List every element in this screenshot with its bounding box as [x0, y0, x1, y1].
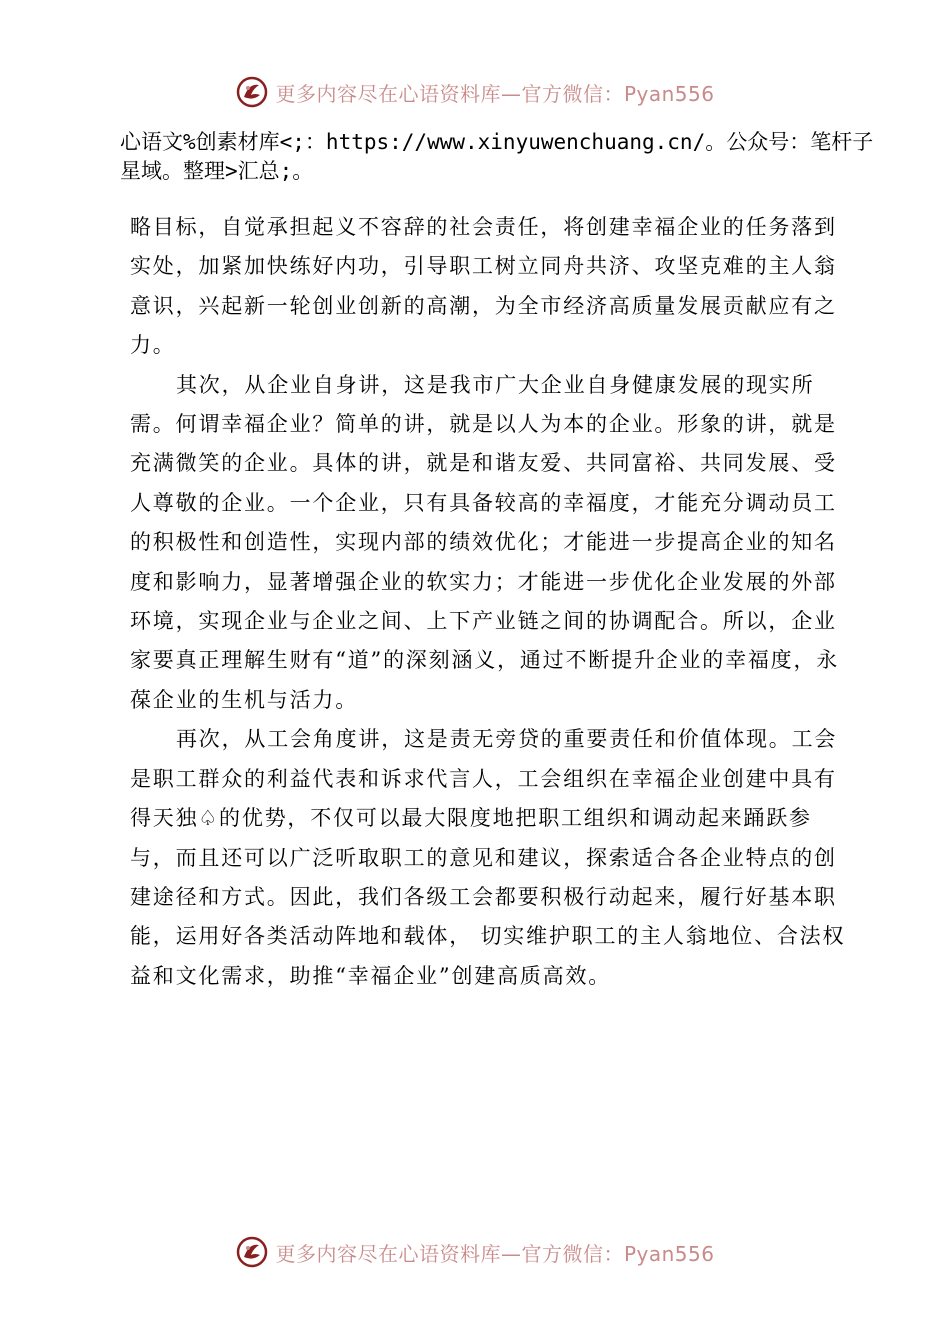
- paragraph-2: 其次，从企业自身讲，这是我市广大企业自身健康发展的现实所需。何谓幸福企业？简单的讲，就是以人为本的企业。形象的讲，就是充满微笑的企业。具体的讲，就是和谐友爱、共同富裕、共同发展、受人尊敬的企业。一个企业，只有具备较高的幸福度，才能充分调动员工的积极性和创造性，实现内部的绩效优化；才能进一步提高企业的知名度和影响力，显著增强企业的软实力；才能进一步优化企业发展的外部环境，实现企业与企业之间、上下产业链之间的协调配合。所以，企业家要真正理解生财有“道”的深刻涵义，通过不断提升企业的幸福度，永葆企业的生机与活力。: [130, 372, 840, 712]
- seal-logo-icon: [235, 75, 269, 109]
- seal-logo-icon: [235, 1235, 269, 1269]
- source-line: 心语文%创素材库<;：https://www.xinyuwenchuang.cn/。公众号：笔杆子星域。整理>汇总;。: [120, 130, 874, 183]
- header-banner: [0, 72, 950, 112]
- header-banner-text: 更多内容尽在心语资料库—官方微信：Pyan556: [275, 81, 715, 106]
- document-body: [130, 208, 850, 996]
- footer-banner: [0, 1232, 950, 1272]
- paragraph-3: 再次，从工会角度讲，这是责无旁贷的重要责任和价值体现。工会是职工群众的利益代表和诉求代言人，工会组织在幸福企业创建中具有得天独♤的优势，不仅可以最大限度地把职工组织和调动起来踊跃参与，而且还可以广泛听取职工的意见和建议，探索适合各企业特点的创建途径和方式。因此，我们各级工会都要积极行动起来，履行好基本职能，运用好各类活动阵地和载体， 切实维护职工的主人翁地位、合法权益和文化需求，助推“幸福企业”创建高质高效。: [130, 727, 846, 988]
- footer-banner-text: 更多内容尽在心语资料库—官方微信：Pyan556: [275, 1241, 715, 1266]
- paragraph-1: 略目标，自觉承担起义不容辞的社会责任，将创建幸福企业的任务落到实处，加紧加快练好内功，引导职工树立同舟共济、攻坚克难的主人翁意识，兴起新一轮创业创新的高潮，为全市经济高质量发展贡献应有之力。: [130, 215, 837, 358]
